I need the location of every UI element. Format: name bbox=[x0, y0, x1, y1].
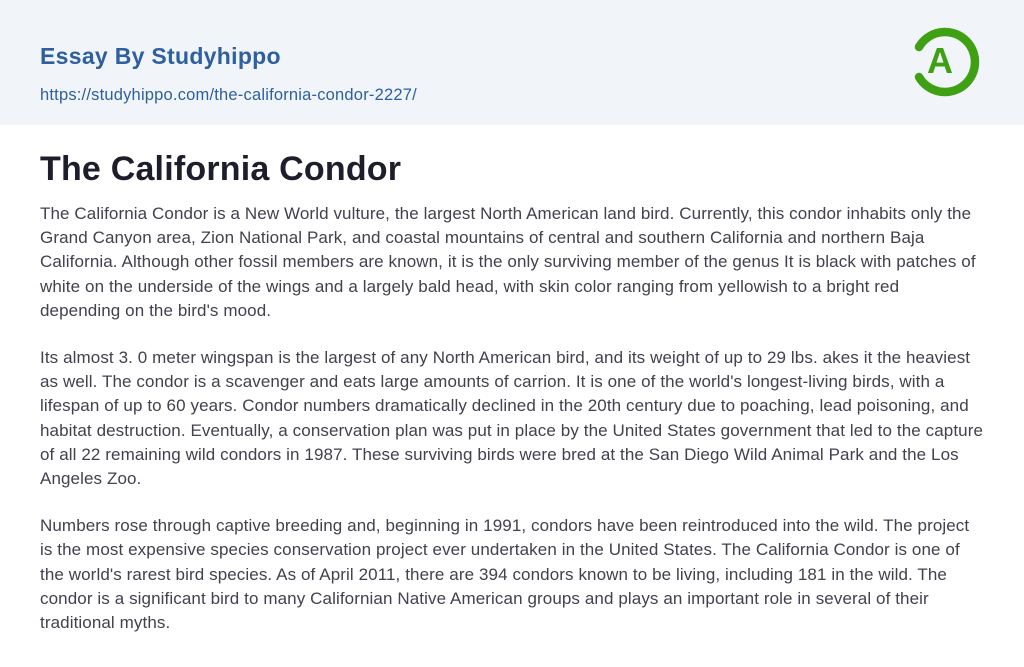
logo-letter: A bbox=[927, 40, 953, 81]
logo-arc-icon bbox=[905, 22, 985, 102]
page-url-link[interactable]: https://studyhippo.com/the-california-condor-2227/ bbox=[40, 86, 417, 104]
article-paragraph-1: The California Condor is a New World vulture, the largest North American land bird. Currently, this condor inhabits only the Grand Canyon area, Zion National Park, and coastal mountains of central and southern California and northern Baja California. Although other fossil members are known, it is the only surviving member of the genus It is black with patches of white on the underside of the wings and a largely bald head, with skin color ranging from yellowish to a bright red depending on the bird's mood. bbox=[40, 204, 976, 320]
article-content bbox=[0, 125, 1024, 635]
site-title: Essay By Studyhippo bbox=[40, 43, 281, 69]
studyhippo-logo bbox=[905, 22, 985, 102]
article-paragraph-3: Numbers rose through captive breeding and, beginning in 1991, condors have been reintroduced into the wild. The project is the most expensive species conservation project ever undertaken in the United States. The California Condor is one of the world's rarest bird species. As of April 2011, there are 394 condors known to be living, including 181 in the wild. The condor is a significant bird to many Californian Native American groups and plays an important role in several of their traditional myths. bbox=[40, 516, 970, 633]
article-body bbox=[40, 202, 984, 635]
article-paragraph-2: Its almost 3. 0 meter wingspan is the largest of any North American bird, and its weight of up to 29 lbs. akes it the heaviest as well. The condor is a scavenger and eats large amounts of carrion. It is one of the world's longest-living birds, with a lifespan of up to 60 years. Condor numbers dramatically declined in the 20th century due to poaching, lead poisoning, and habitat destruction. Eventually, a conservation plan was put in place by the United States government that led to the capture of all 22 remaining wild condors in 1987. These surviving birds were bred at the San Diego Wild Animal Park and the Los Angeles Zoo. bbox=[40, 348, 984, 489]
article-title: The California Condor bbox=[40, 150, 402, 188]
page-header bbox=[0, 0, 1024, 125]
